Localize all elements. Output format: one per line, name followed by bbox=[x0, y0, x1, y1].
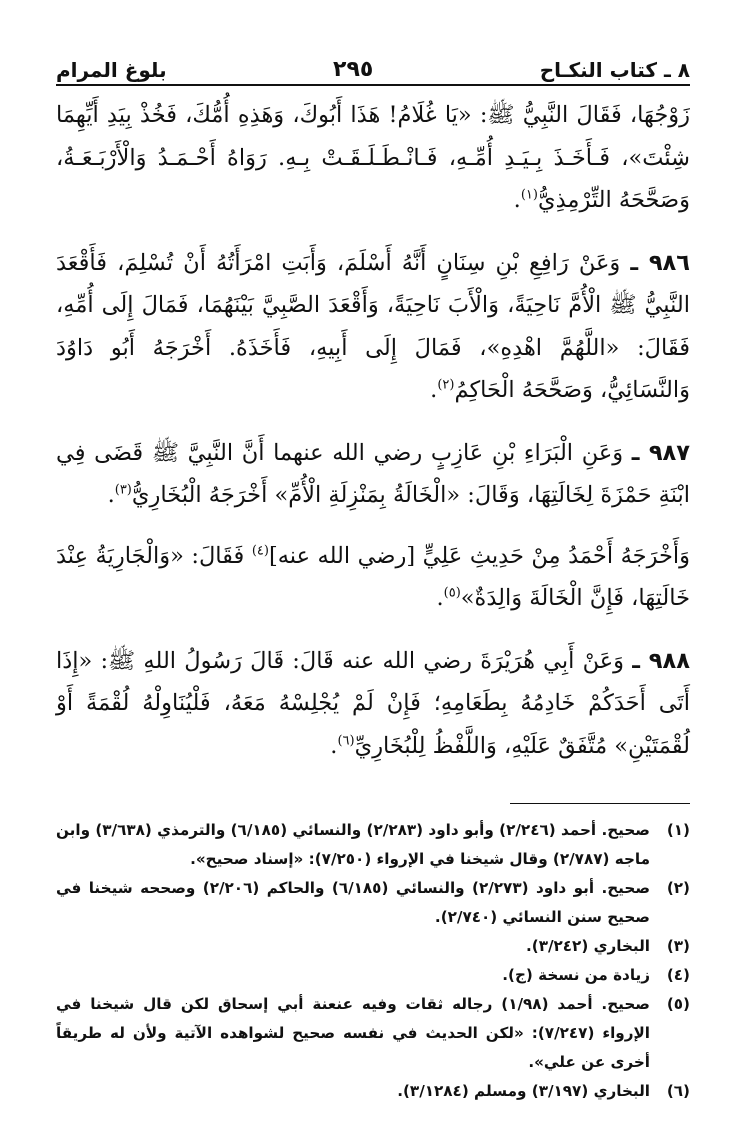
footnote-text: صحيح. أحمد (١/٩٨) رجاله ثقات وفيه عنعنة أبي إسحاق لكن قال شيخنا في الإرواء (٧/٢٤٧): «لكن الحديث في نفسه صحيح لشواهده الآتية ولأن له طريقاً أخرى عن علي». bbox=[56, 995, 650, 1071]
paragraph-text: وَأَخْرَجَهُ أَحْمَدُ مِنْ حَدِيثِ عَلِيٍّ [رضي الله عنه] bbox=[268, 542, 691, 569]
footnotes bbox=[56, 816, 690, 1106]
header-book-title: بلوغ المرام bbox=[56, 58, 167, 82]
footnote-marker[interactable]: (٢) bbox=[437, 377, 455, 393]
footnote-text: زيادة من نسخة (ج). bbox=[502, 966, 650, 984]
footnote-item bbox=[56, 990, 690, 1077]
footnote-number: (٣) bbox=[666, 937, 690, 955]
footnote-marker[interactable]: (٣) bbox=[114, 482, 132, 498]
footnote-marker[interactable]: (١) bbox=[520, 187, 538, 203]
footnote-item bbox=[56, 816, 690, 874]
footnote-text: البخاري (٣/١٩٧) ومسلم (٣/١٢٨٤). bbox=[397, 1082, 650, 1100]
footnote-marker[interactable]: (٦) bbox=[337, 733, 355, 748]
paragraph-text: وَعَنْ رَافِعِ بْنِ سِنَانٍ أَنَّهُ أَسْلَمَ، وَأَبَتِ امْرَأَتُهُ أَنْ تُسْلِمَ، فَأَقْعَدَ النَّبِيُّ ﷺ الْأُمَّ نَاحِيَةً، وَالْأَبَ نَاحِيَةً، وَأَقْعَدَ الصَّبِيَّ بَيْنَهُمَا، فَمَالَ إِلَى أُمِّهِ، فَقَالَ: «اللَّهُمَّ اهْدِهِ»، فَمَالَ إِلَى أَبِيهِ، فَأَخَذَهُ. أَخْرَجَهُ أَبُو دَاوُدَ وَالنَّسَائِيُّ، وَصَحَّحَهُ الْحَاكِمُ bbox=[56, 249, 690, 403]
running-header bbox=[56, 48, 690, 86]
paragraph-text: زَوْجُهَا، فَقَالَ النَّبِيُّ ﷺ: «يَا غُلَامُ! هَذَا أَبُوكَ، وَهَذِهِ أُمُّكَ، فَخُذْ بِيَدِ أَيِّهِمَا شِئْتَ»، فَـأَخَـذَ بِـيَـدِ أُمِّـهِ، فَـانْـطَـلَـقَـتْ بِـهِ. رَوَاهُ أَحْـمَـدُ وَالْأَرْبَـعَـةُ، وَصَحَّحَهُ التِّرْمِذِيُّ bbox=[56, 102, 690, 213]
hadith-number: ٩٨٦ ـ bbox=[630, 249, 691, 276]
footnote-separator bbox=[510, 803, 690, 804]
footnote-marker[interactable]: (٥) bbox=[443, 585, 461, 601]
footnote-item bbox=[56, 874, 690, 932]
header-chapter: ٨ ـ كتاب النكـاح bbox=[539, 58, 690, 82]
hadith-988: ٩٨٨ ـ وَعَنْ أَبِي هُرَيْرَةَ رضي الله عنه قَالَ: قَالَ رَسُولُ اللهِ ﷺ: «إِذَا أَتَى أَحَدَكُمْ خَادِمُهُ بِطَعَامِهِ؛ فَإِنْ لَمْ يُجْلِسْهُ مَعَهُ، فَلْيُنَاوِلْهُ لُقْمَةً أَوْ لُقْمَتَيْنِ» مُتَّفَقٌ عَلَيْهِ، وَاللَّفْظُ لِلْبُخَارِيِّ$^{(٦)}$. bbox=[56, 647, 690, 759]
hadith-continuation: زَوْجُهَا، فَقَالَ النَّبِيُّ ﷺ: «يَا غُلَامُ! هَذَا أَبُوكَ، وَهَذِهِ أُمُّكَ، فَخُذْ بِيَدِ أَيِّهِمَا شِئْتَ»، فَـأَخَـذَ بِـيَـدِ أُمِّـهِ، فَـانْـطَـلَـقَـتْ بِـهِ. رَوَاهُ أَحْـمَـدُ وَالْأَرْبَـعَـةُ، وَصَحَّحَهُ التِّرْمِذِيُّ$^{(١)}$. bbox=[56, 102, 690, 213]
footnote-number: (١) bbox=[666, 821, 690, 839]
footnote-item bbox=[56, 932, 690, 961]
footnote-item bbox=[56, 1077, 690, 1106]
paragraph-text: وَعَنْ أَبِي هُرَيْرَةَ رضي الله عنه قَالَ: قَالَ رَسُولُ اللهِ ﷺ: «إِذَا أَتَى أَحَدَكُمْ خَادِمُهُ بِطَعَامِهِ؛ فَإِنْ لَمْ يُجْلِسْهُ مَعَهُ، فَلْيُنَاوِلْهُ لُقْمَةً أَوْ لُقْمَتَيْنِ» مُتَّفَقٌ عَلَيْهِ، وَاللَّفْظُ لِلْبُخَارِيِّ bbox=[56, 647, 690, 759]
footnote-number: (٥) bbox=[666, 995, 690, 1013]
hadith-986: ٩٨٦ ـ وَعَنْ رَافِعِ بْنِ سِنَانٍ أَنَّهُ أَسْلَمَ، وَأَبَتِ امْرَأَتُهُ أَنْ تُسْلِمَ، فَأَقْعَدَ النَّبِيُّ ﷺ الْأُمَّ نَاحِيَةً، وَالْأَبَ نَاحِيَةً، وَأَقْعَدَ الصَّبِيَّ بَيْنَهُمَا، فَمَالَ إِلَى أُمِّهِ، فَقَالَ: «اللَّهُمَّ اهْدِهِ»، فَمَالَ إِلَى أَبِيهِ، فَأَخَذَهُ. أَخْرَجَهُ أَبُو دَاوُدَ وَالنَّسَائِيُّ، وَصَحَّحَهُ الْحَاكِمُ$^{(٢)}$. bbox=[56, 249, 691, 403]
footnote-text: البخاري (٣/٢٤٢). bbox=[525, 937, 650, 955]
footnote-number: (٢) bbox=[666, 879, 690, 897]
main-text bbox=[56, 94, 690, 767]
footnote-text: صحيح. أبو داود (٢/٢٧٣) والنسائي (٦/١٨٥) والحاكم (٢/٢٠٦) وصححه شيخنا في صحيح سنن النسائي (٢/٧٤٠). bbox=[56, 879, 651, 926]
page-number: ٢٩٥ bbox=[333, 57, 374, 82]
hadith-number: ٩٨٨ ـ bbox=[632, 647, 690, 674]
footnote-text: صحيح. أحمد (٢/٢٤٦) وأبو داود (٢/٢٨٣) والنسائي (٦/١٨٥) والترمذي (٣/٦٣٨) وابن ماجه (٢/٧٨٧) وقال شيخنا في الإرواء (٧/٢٥٠): «إسناد صحيح». bbox=[56, 821, 650, 868]
footnote-number: (٤) bbox=[666, 966, 690, 984]
hadith-987-supplement: وَأَخْرَجَهُ أَحْمَدُ مِنْ حَدِيثِ عَلِيٍّ [رضي الله عنه]$^{(٤)}$ فَقَالَ: «وَالْجَارِيَةُ عِنْدَ خَالَتِهَا، فَإِنَّ الْخَالَةَ وَالِدَةٌ»$^{(٥)}$. bbox=[56, 542, 691, 611]
footnote-marker[interactable]: (٤) bbox=[251, 543, 269, 558]
paragraph-text: وَعَنِ الْبَرَاءِ بْنِ عَازِبٍ رضي الله عنهما أَنَّ النَّبِيَّ ﷺ قَضَى فِي ابْنَةِ حَمْزَةَ لِخَالَتِهَا، وَقَالَ: «الْخَالَةُ بِمَنْزِلَةِ الْأُمِّ» أَخْرَجَهُ الْبُخَارِيُّ bbox=[56, 439, 690, 508]
paragraph-text: فَقَالَ: «وَالْجَارِيَةُ عِنْدَ خَالَتِهَا، فَإِنَّ الْخَالَةَ وَالِدَةٌ» bbox=[56, 542, 690, 611]
hadith-987: ٩٨٧ ـ وَعَنِ الْبَرَاءِ بْنِ عَازِبٍ رضي الله عنهما أَنَّ النَّبِيَّ ﷺ قَضَى فِي ابْنَةِ حَمْزَةَ لِخَالَتِهَا، وَقَالَ: «الْخَالَةُ بِمَنْزِلَةِ الْأُمِّ» أَخْرَجَهُ الْبُخَارِيُّ$^{(٣)}$. bbox=[56, 439, 691, 508]
hadith-number: ٩٨٧ ـ bbox=[631, 439, 691, 466]
footnote-item bbox=[56, 961, 690, 990]
book-page bbox=[56, 48, 690, 1106]
footnote-number: (٦) bbox=[666, 1082, 690, 1100]
